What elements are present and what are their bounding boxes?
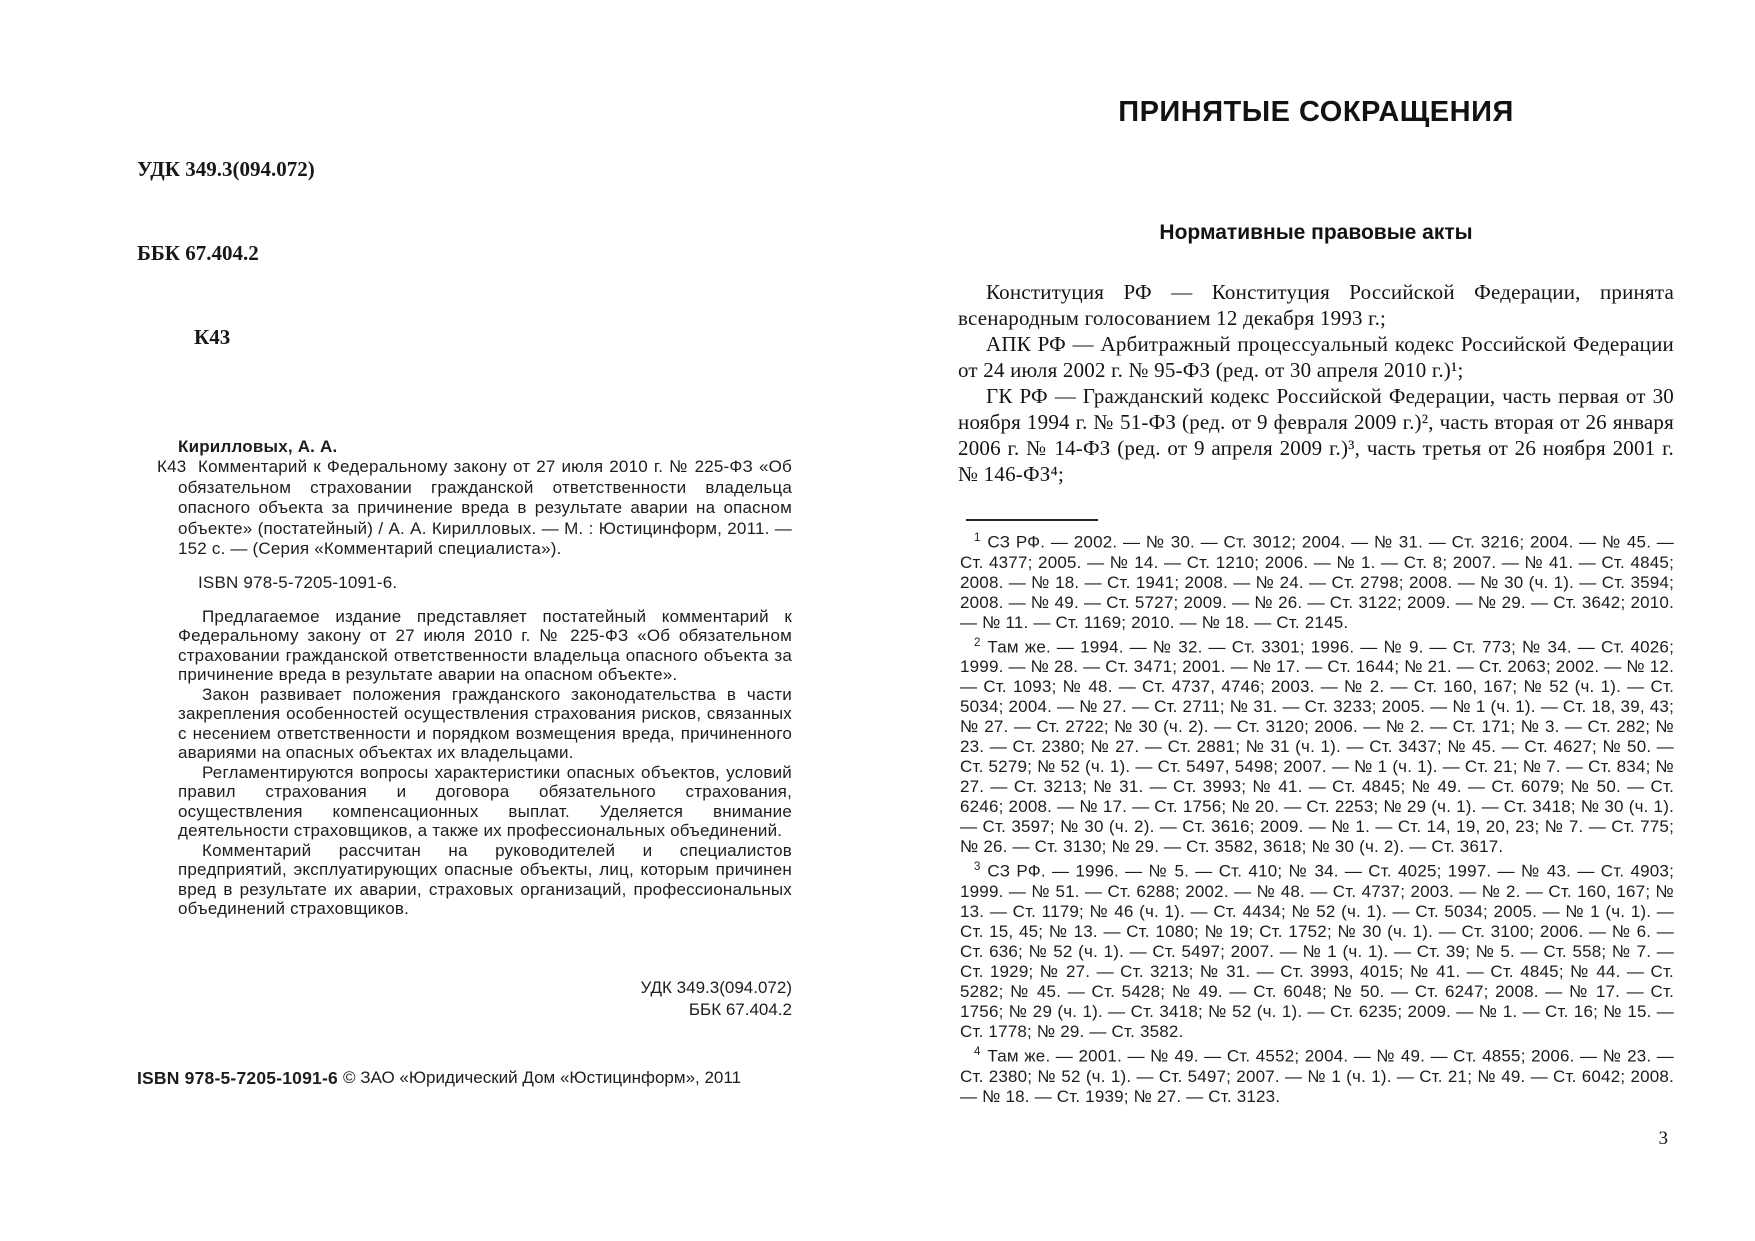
udc-number: УДК 349.3(094.072) [137,157,315,181]
footnote [960,528,1674,633]
page-number: 3 [1658,1128,1668,1149]
copyright-notice: © ЗАО «Юридический Дом «Юстицинформ», 2011 [343,1068,742,1087]
author-name: Кирилловых, А. А. [178,437,338,456]
footnote-text: СЗ РФ. — 2002. — № 30. — Ст. 3012; 2004. — № 31. — Ст. 3216; 2004. — № 45. — Ст. 4377; 2005. — № 14. — Ст. 1210; 2006. — № 1. — Ст. 8; 2007. — № 41. — Ст. 4845; 2008. — № 18. — Ст. 1941; 2008. — № 24. — Ст. 2798; 2008. — № 30 (ч. 1). — Ст. 3594; 2008. — № 49. — Ст. 5727; 2009. — № 26. — Ст. 3122; 2009. — № 29. — Ст. 3642; 2010. — № 11. — Ст. 1169; 2010. — № 18. — Ст. 2145. [960,532,1674,632]
bibliographic-block [157,436,792,919]
udc-number-bottom: УДК 349.3(094.072) [640,978,792,997]
section-subtitle: Нормативные правовые акты [1159,221,1473,244]
footnotes-block [960,528,1674,1107]
biblio-text: Комментарий к Федеральному закону от 27 июля 2010 г. № 225-ФЗ «Об обязательном страховании гражданской ответственности владельца опасного объекта за причинение вреда в результате аварии на опасном объекте» (постатейный) / А. А. Кирилловых. — М. : Юстицинформ, 2011. — 152 с. — (Серия «Комментарий специалиста»). [178,457,792,558]
footnote [960,857,1674,1042]
bbk-number-bottom: ББК 67.404.2 [688,1000,792,1019]
footnote-marker: 1 [974,532,981,544]
annotation-paragraph: Предлагаемое издание представляет постатейный комментарий к Федеральному закону от 27 июля 2010 г. № 225-ФЗ «Об обязательном страховании гражданской ответственности владельца опасного объекта за причинение вреда в результате аварии на опасном объекте». [178,606,792,684]
footnote [960,633,1674,858]
footnote [960,1042,1674,1107]
margin-code: К43 [157,457,187,476]
footnote-marker: 3 [974,861,981,874]
isbn-footer: ISBN 978-5-7205-1091-6 [137,1068,338,1088]
footnote-text: СЗ РФ. — 1996. — № 5. — Ст. 410; № 34. — Ст. 4025; 1997. — № 43. — Ст. 4903; 1999. — № 51. — Ст. 6288; 2002. — № 48. — Ст. 4737; 2003. — № 2. — Ст. 160, 167; № 13. — Ст. 1179; № 46 (ч. 1). — Ст. 4434; № 52 (ч. 1). — Ст. 5034; 2005. — № 1 (ч. 1). — Ст. 15, 45; № 13. — Ст. 1080; № 19; Ст. 1752; № 30 (ч. 1). — Ст. 3100; 2006. — № 6. — Ст. 636; № 52 (ч. 1). — Ст. 5497; 2007. — № 1 (ч. 1). — Ст. 39; № 5. — Ст. 558; № 7. — Ст. 1929; № 27. — Ст. 3213; № 31. — Ст. 3993, 4015; № 41. — Ст. 4845; № 44. — Ст. 5282; № 45. — Ст. 5428; № 49. — Ст. 6048; № 50. — Ст. 6247; 2008. — № 17. — Ст. 1756; № 29 (ч. 1). — Ст. 3418; № 52 (ч. 1). — Ст. 6235; 2009. — № 1. — Ст. 16; № 15. — Ст. 1778; № 29. — Ст. 3582. [960,861,1674,1041]
footnote-marker: 2 [974,636,981,649]
bbk-number: ББК 67.404.2 [137,241,259,265]
annotation-paragraph: Регламентируются вопросы характеристики опасных объектов, условий правил страхования и договора обязательного страхования, осуществления компенсационных выплат. Уделяется внимание деятельности страховщиков, а также их профессиональных объединений. [178,762,792,840]
isbn-line: ISBN 978-5-7205-1091-6. [198,572,398,592]
udc-block [137,99,315,407]
udc-block-bottom [641,977,793,1021]
annotation-paragraph: Закон развивает положения гражданского законодательства в части закрепления особенностей осуществления страхования рисков, связанных с несением ответственности и порядком возмещения вреда, причиненного авариями на опасных объектах их владельцами. [178,684,792,762]
left-page [137,0,792,1241]
right-page [958,0,1674,1241]
abbreviations-list [958,279,1674,487]
footnote-rule [966,519,1098,521]
abbreviation-entry: АПК РФ — Арбитражный процессуальный кодекс Российской Федерации от 24 июля 2002 г. № 95-ФЗ (ред. от 30 апреля 2010 г.)¹; [958,332,1674,382]
page-title: ПРИНЯТЫЕ СОКРАЩЕНИЯ [1118,96,1514,128]
footnote-text: Там же. — 1994. — № 32. — Ст. 3301; 1996. — № 9. — Ст. 773; № 34. — Ст. 4026; 1999. — № 28. — Ст. 3471; 2001. — № 17. — Ст. 1644; № 21. — Ст. 2063; 2002. — № 12. — Ст. 1093; № 48. — Ст. 4737, 4746; 2003. — № 2. — Ст. 160, 167; № 52 (ч. 1). — Ст. 5034; 2004. — № 27. — Ст. 2711; № 31. — Ст. 3233; 2005. — № 1 (ч. 1). — Ст. 18, 39, 43; № 27. — Ст. 2722; № 30 (ч. 2). — Ст. 3120; 2006. — № 2. — Ст. 171; № 3. — Ст. 282; № 23. — Ст. 2380; № 27. — Ст. 2881; № 31 (ч. 1). — Ст. 3437; № 45. — Ст. 4627; № 50. — Ст. 5279; № 52 (ч. 1). — Ст. 5497, 5498; 2007. — № 1 (ч. 1). — Ст. 21; № 7. — Ст. 834; № 27. — Ст. 3213; № 31. — Ст. 3993; № 41. — Ст. 4845; № 49. — Ст. 6079; № 50. — Ст. 6246; 2008. — № 17. — Ст. 1756; № 20. — Ст. 2253; № 29 (ч. 1). — Ст. 3418; № 30 (ч. 1). — Ст. 3597; № 30 (ч. 2). — Ст. 3616; 2009. — № 1. — Ст. 14, 19, 20, 23; № 7. — Ст. 775; № 26. — Ст. 3130; № 29. — Ст. 3582, 3618; № 30 (ч. 2). — Ст. 3617. [960,637,1674,857]
abbreviation-entry: Конституция РФ — Конституция Российской Федерации, принята всенародным голосованием 12 декабря 1993 г.; [958,280,1674,330]
bibliographic-record [157,457,792,560]
annotation-paragraph: Комментарий рассчитан на руководителей и специалистов предприятий, эксплуатирующих опасные объекты, лиц, которым причинен вред в результате их аварии, страховых организаций, профессиональных объединений страховщиков. [178,840,792,918]
footnote-marker: 4 [974,1045,981,1058]
imprint-line [137,1068,792,1089]
footnote-text: Там же. — 2001. — № 49. — Ст. 4552; 2004. — № 49. — Ст. 4855; 2006. — № 23. — Ст. 2380; № 52 (ч. 1). — Ст. 5497; 2007. — № 1 (ч. 1). — Ст. 21; № 49. — Ст. 6042; 2008. — № 18. — Ст. 1939; № 27. — Ст. 3123. [960,1046,1674,1106]
classification-code: К43 [194,325,231,349]
abbreviation-entry: ГК РФ — Гражданский кодекс Российской Федерации, часть первая от 30 ноября 1994 г. № 51-ФЗ (ред. от 9 февраля 2009 г.)², часть вторая от 26 января 2006 г. № 14-ФЗ (ред. от 9 апреля 2009 г.)³, часть третья от 26 ноября 2001 г. № 146-ФЗ⁴; [958,384,1674,486]
